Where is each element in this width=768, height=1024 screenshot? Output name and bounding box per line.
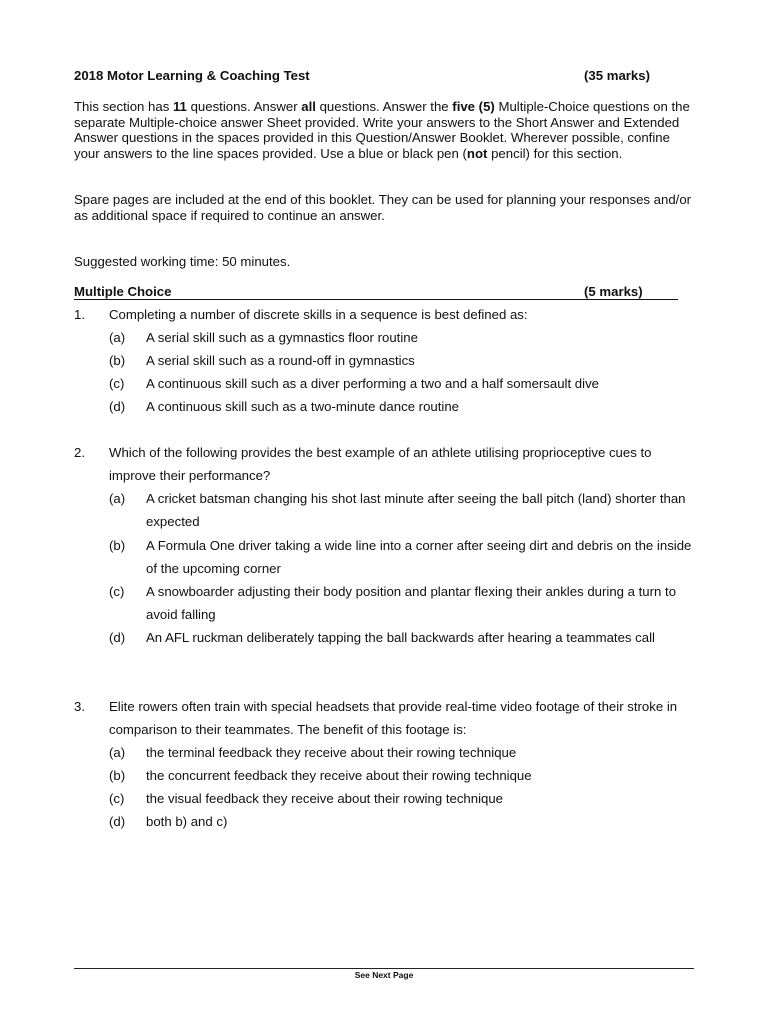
question-text: Which of the following provides the best example of an athlete utilising proprioceptive cues to improve their performance? bbox=[109, 445, 652, 483]
option-letter: (c) bbox=[109, 584, 125, 599]
instr-text: questions. Answer the bbox=[315, 99, 453, 114]
option-letter: (a) bbox=[109, 491, 126, 506]
option-text: the terminal feedback they receive about their rowing technique bbox=[146, 745, 517, 760]
option-text: A Formula One driver taking a wide line into a corner after seeing dirt and debris on the inside of the upcoming corner bbox=[146, 538, 692, 576]
option-letter: (b) bbox=[109, 538, 126, 553]
question-number: 2. bbox=[74, 445, 85, 460]
option-text: A snowboarder adjusting their body position and plantar flexing their ankles during a turn to avoid falling bbox=[146, 584, 677, 622]
option-text: the visual feedback they receive about their rowing technique bbox=[146, 791, 504, 806]
option-letter: (b) bbox=[109, 353, 126, 368]
section-heading bbox=[74, 284, 678, 300]
option-text: A serial skill such as a round-off in gymnastics bbox=[146, 353, 415, 368]
instructions-paragraph bbox=[74, 99, 699, 161]
option-letter: (a) bbox=[109, 330, 126, 345]
spare-pages-paragraph: Spare pages are included at the end of this booklet. They can be used for planning your responses and/or as additional space if required to continue an answer. bbox=[74, 192, 692, 223]
option-letter: (d) bbox=[109, 814, 126, 829]
option-text: A serial skill such as a gymnastics floor routine bbox=[146, 330, 418, 345]
footer-rule bbox=[74, 968, 694, 969]
option-text: the concurrent feedback they receive about their rowing technique bbox=[146, 768, 532, 783]
section-title: Multiple Choice bbox=[74, 284, 172, 299]
option-letter: (d) bbox=[109, 630, 126, 645]
option-text: both b) and c) bbox=[146, 814, 228, 829]
instr-emphasis-not: not bbox=[466, 145, 488, 161]
option-letter: (c) bbox=[109, 791, 125, 806]
question-text: Completing a number of discrete skills in a sequence is best defined as: bbox=[109, 307, 528, 322]
option-letter: (c) bbox=[109, 376, 125, 391]
question-count: 11 bbox=[172, 99, 187, 114]
option-text: An AFL ruckman deliberately tapping the ball backwards after hearing a teammates call bbox=[146, 630, 655, 645]
option-letter: (a) bbox=[109, 745, 126, 760]
question-text: Elite rowers often train with special headsets that provide real-time video footage of their stroke in comparison to their teammates. The benefit of this footage is: bbox=[109, 699, 678, 737]
option-letter: (b) bbox=[109, 768, 126, 783]
instr-text: This section has bbox=[74, 99, 173, 114]
suggested-time: Suggested working time: 50 minutes. bbox=[74, 254, 291, 269]
option-text: A cricket batsman changing his shot last minute after seeing the ball pitch (land) shorter than expected bbox=[146, 491, 686, 529]
instr-text: pencil) for this section. bbox=[487, 145, 623, 161]
instr-text: Multiple-Choice questions on the separate Multiple-choice answer Sheet provided. Write your answers to the Short Answer and Extended Answer questions in the spaces provided in this Question/Answer Booklet. Wherever possible, confine your answers to the line spaces provided. Use a blue or black pen ( bbox=[74, 99, 690, 161]
test-title: 2018 Motor Learning & Coaching Test bbox=[74, 68, 310, 83]
section-marks: (5 marks) bbox=[584, 284, 643, 299]
instr-text: questions. Answer bbox=[186, 99, 302, 114]
footer-see-next-page: See Next Page bbox=[354, 970, 414, 980]
instr-emphasis-five: five (5) bbox=[452, 99, 495, 114]
question-number: 1. bbox=[74, 307, 85, 322]
question-number: 3. bbox=[74, 699, 85, 714]
option-text: A continuous skill such as a diver performing a two and a half somersault dive bbox=[146, 376, 600, 391]
total-marks: (35 marks) bbox=[584, 68, 650, 83]
option-text: A continuous skill such as a two-minute dance routine bbox=[146, 399, 460, 414]
option-letter: (d) bbox=[109, 399, 126, 414]
instr-emphasis-all: all bbox=[301, 99, 316, 114]
